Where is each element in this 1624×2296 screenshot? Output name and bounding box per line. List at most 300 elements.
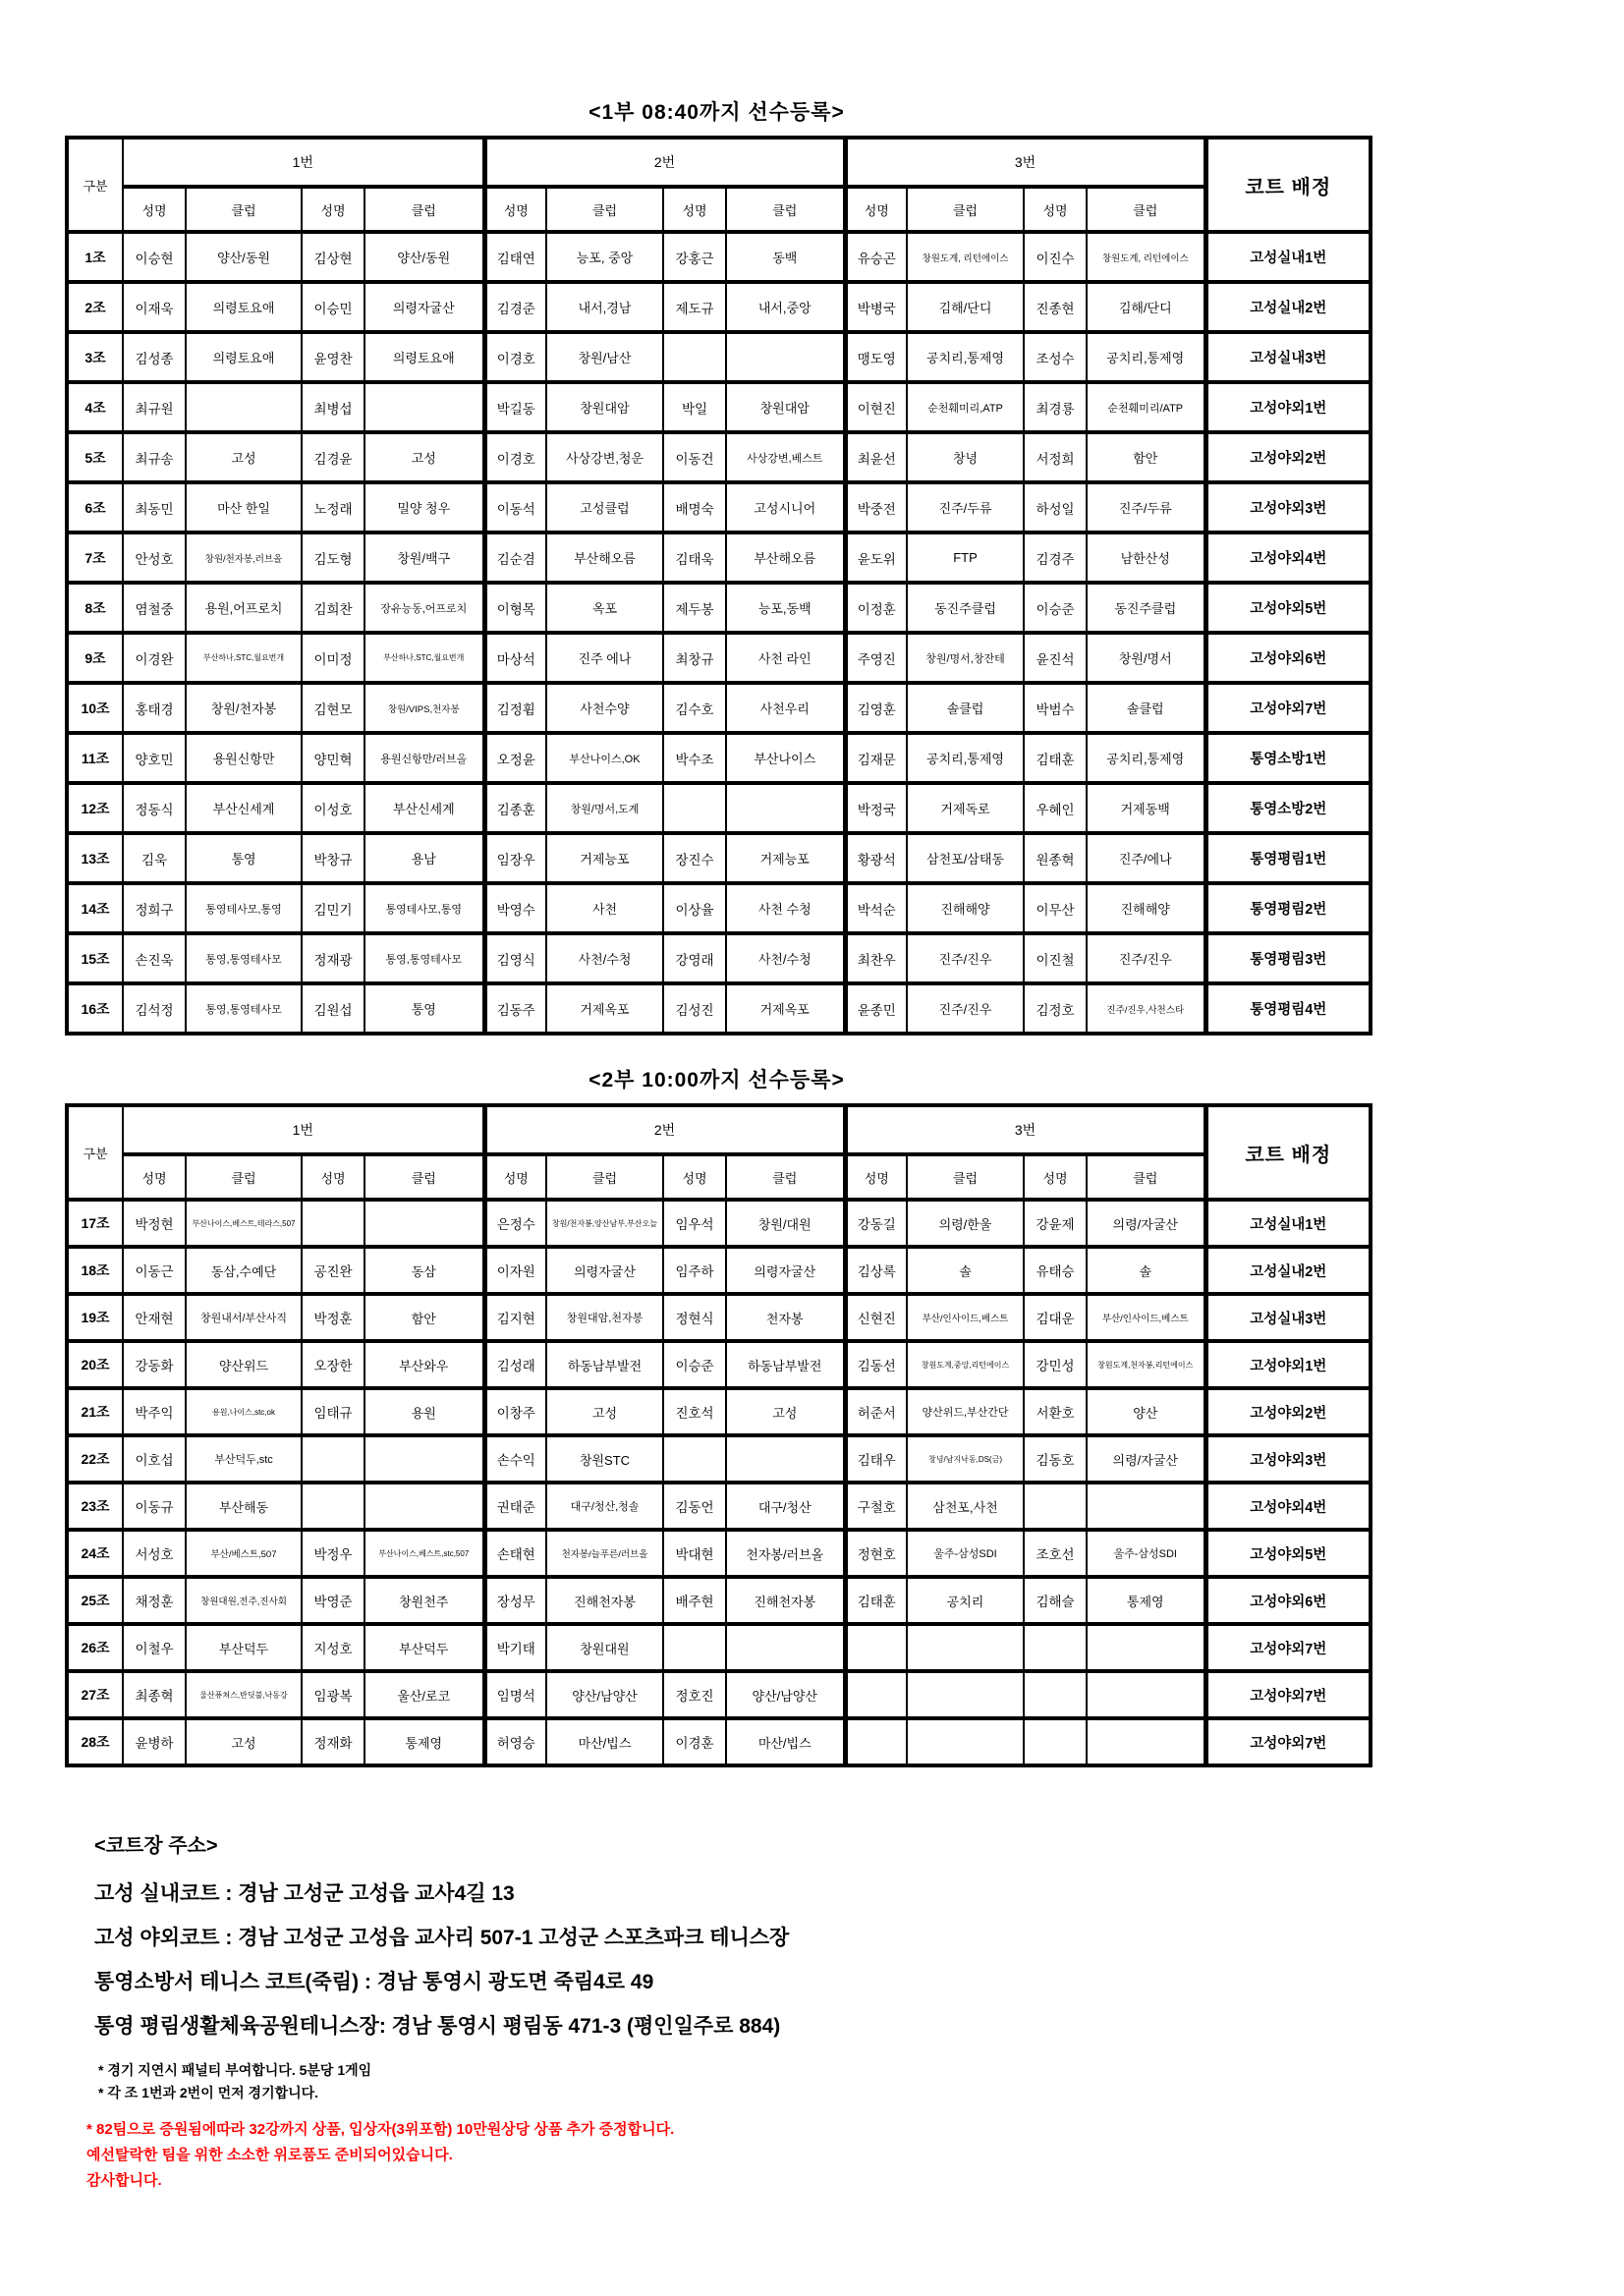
player-name-cell: 장진수: [663, 833, 726, 883]
player-name-cell: [1024, 1624, 1087, 1671]
player-name-cell: 이진수: [1024, 232, 1087, 282]
player-name-cell: 임우석: [663, 1200, 726, 1247]
player-name-cell: 박정국: [845, 783, 907, 833]
player-name-cell: 최규원: [123, 382, 186, 432]
club-cell: 내서,경남: [546, 282, 663, 332]
club-cell: 삼천포/삼태동: [907, 833, 1024, 883]
club-cell: 사천: [546, 883, 663, 933]
player-name-cell: 김희찬: [302, 583, 364, 633]
player-name-cell: 정현호: [845, 1530, 907, 1577]
subheader-club: 클럽: [546, 187, 663, 232]
subheader-name: 성명: [1024, 1154, 1087, 1200]
player-name-cell: 박수조: [663, 733, 726, 783]
court-assignment-cell: 고성야외6번: [1205, 1577, 1371, 1624]
group-cell: 23조: [67, 1483, 123, 1530]
club-cell: 진주/두류: [1087, 482, 1205, 532]
player-name-cell: 은정수: [484, 1200, 546, 1247]
group-cell: 22조: [67, 1435, 123, 1483]
club-cell: [1087, 1718, 1205, 1765]
player-name-cell: [302, 1435, 364, 1483]
player-name-cell: 이호섭: [123, 1435, 186, 1483]
club-cell: 창원도계, 리턴에이스: [1087, 232, 1205, 282]
player-name-cell: 정재화: [302, 1718, 364, 1765]
column-header-court: 코트 배정: [1205, 1105, 1371, 1200]
table2-title: <2부 10:00까지 선수등록>: [588, 1069, 845, 1092]
club-cell: 창원/명서,창잔테: [907, 633, 1024, 683]
player-name-cell: 이동규: [123, 1483, 186, 1530]
table-row: [67, 933, 1371, 983]
player-name-cell: 정동식: [123, 783, 186, 833]
club-cell: 고성: [186, 1718, 302, 1765]
player-name-cell: 박기태: [484, 1624, 546, 1671]
table-row: [67, 482, 1371, 532]
court-assignment-cell: 통영평림3번: [1205, 933, 1371, 983]
club-cell: 양산/남양산: [726, 1671, 845, 1718]
player-name-cell: 김태욱: [663, 532, 726, 583]
group-cell: 25조: [67, 1577, 123, 1624]
group-cell: 7조: [67, 532, 123, 583]
player-name-cell: 최경룡: [1024, 382, 1087, 432]
column-header-group: 구분: [67, 1105, 123, 1200]
club-cell: 진주/진우: [907, 933, 1024, 983]
subheader-name: 성명: [302, 1154, 364, 1200]
player-name-cell: 강영래: [663, 933, 726, 983]
player-name-cell: 강홍근: [663, 232, 726, 282]
club-cell: 거제독로: [907, 783, 1024, 833]
player-name-cell: 김성진: [663, 983, 726, 1034]
player-name-cell: 김대운: [1024, 1294, 1087, 1341]
player-name-cell: 최규송: [123, 432, 186, 482]
court-assignment-cell: 고성실내1번: [1205, 232, 1371, 282]
club-cell: 진해천자봉: [546, 1577, 663, 1624]
club-cell: 부산/인사이드,베스트: [1087, 1294, 1205, 1341]
player-name-cell: 이무산: [1024, 883, 1087, 933]
court-assignment-cell: 고성실내2번: [1205, 1247, 1371, 1294]
player-name-cell: 이경완: [123, 633, 186, 683]
session1-block: [65, 96, 1369, 1036]
club-cell: 통제영: [364, 1718, 484, 1765]
club-cell: 양산/동원: [364, 232, 484, 282]
player-name-cell: 박정현: [123, 1200, 186, 1247]
club-cell: [907, 1624, 1024, 1671]
player-name-cell: 제도규: [663, 282, 726, 332]
club-cell: 창원/명서: [1087, 633, 1205, 683]
club-cell: 함안: [364, 1294, 484, 1341]
player-name-cell: 오장한: [302, 1341, 364, 1388]
table1-roster: [65, 136, 1372, 1036]
player-name-cell: 강동길: [845, 1200, 907, 1247]
player-name-cell: [845, 1671, 907, 1718]
column-header-pair1: 1번: [123, 138, 484, 187]
club-cell: 진주/두류: [907, 482, 1024, 532]
club-cell: FTP: [907, 532, 1024, 583]
subheader-name: 성명: [484, 1154, 546, 1200]
player-name-cell: 이철우: [123, 1624, 186, 1671]
player-name-cell: 홍태경: [123, 683, 186, 733]
rules-notes: [98, 2059, 371, 2104]
player-name-cell: 정호진: [663, 1671, 726, 1718]
club-cell: 진주/진우: [907, 983, 1024, 1034]
club-cell: [364, 1435, 484, 1483]
player-name-cell: 이자원: [484, 1247, 546, 1294]
group-cell: 6조: [67, 482, 123, 532]
club-cell: 양산위드,부산간단: [907, 1388, 1024, 1435]
player-name-cell: 김원섭: [302, 983, 364, 1034]
prize-notice: [86, 2117, 674, 2194]
club-cell: 진해해양: [1087, 883, 1205, 933]
player-name-cell: 김욱: [123, 833, 186, 883]
club-cell: 창원/천자봉,러브올: [186, 532, 302, 583]
court-assignment-cell: 고성야외2번: [1205, 1388, 1371, 1435]
group-cell: 19조: [67, 1294, 123, 1341]
club-cell: [726, 1624, 845, 1671]
player-name-cell: [663, 1435, 726, 1483]
club-cell: 울산퓨쳐스,반딧불,낙동강: [186, 1671, 302, 1718]
player-name-cell: 김민기: [302, 883, 364, 933]
club-cell: 통영: [364, 983, 484, 1034]
club-cell: 하동남부발전: [726, 1341, 845, 1388]
court-assignment-cell: 통영소방2번: [1205, 783, 1371, 833]
player-name-cell: 박일: [663, 382, 726, 432]
player-name-cell: 이동건: [663, 432, 726, 482]
club-cell: 진주/진우,사천스타: [1087, 983, 1205, 1034]
club-cell: 의령자굴산: [726, 1247, 845, 1294]
player-name-cell: 구철호: [845, 1483, 907, 1530]
club-cell: 통영,통영테사모: [186, 933, 302, 983]
player-name-cell: 이경호: [484, 432, 546, 482]
club-cell: 통영,통영테사모: [364, 933, 484, 983]
club-cell: 진해해양: [907, 883, 1024, 933]
player-name-cell: 윤진석: [1024, 633, 1087, 683]
club-cell: 부산하나,STC,월요번개: [186, 633, 302, 683]
club-cell: 사천/수청: [546, 933, 663, 983]
player-name-cell: 이현진: [845, 382, 907, 432]
player-name-cell: 김수호: [663, 683, 726, 733]
club-cell: [364, 1200, 484, 1247]
club-cell: 순천훼미리,ATP: [907, 382, 1024, 432]
player-name-cell: 임명석: [484, 1671, 546, 1718]
club-cell: 순천훼미리/ATP: [1087, 382, 1205, 432]
club-cell: 거제능포: [726, 833, 845, 883]
table-row: [67, 232, 1371, 282]
subheader-name: 성명: [1024, 187, 1087, 232]
player-name-cell: 이형목: [484, 583, 546, 633]
table-row: [67, 282, 1371, 332]
club-cell: 사상강변,베스트: [726, 432, 845, 482]
court-assignment-cell: 통영평림1번: [1205, 833, 1371, 883]
subheader-club: 클럽: [1087, 187, 1205, 232]
subheader-name: 성명: [123, 1154, 186, 1200]
group-cell: 1조: [67, 232, 123, 282]
player-name-cell: 채정훈: [123, 1577, 186, 1624]
player-name-cell: 서환호: [1024, 1388, 1087, 1435]
table-row: [67, 1294, 1371, 1341]
group-cell: 15조: [67, 933, 123, 983]
subheader-name: 성명: [845, 1154, 907, 1200]
court-assignment-cell: 고성야외1번: [1205, 1341, 1371, 1388]
table-row: [67, 583, 1371, 633]
player-name-cell: [663, 783, 726, 833]
player-name-cell: 김지현: [484, 1294, 546, 1341]
player-name-cell: 주영진: [845, 633, 907, 683]
player-name-cell: 박대현: [663, 1530, 726, 1577]
subheader-name: 성명: [845, 187, 907, 232]
player-name-cell: 지성호: [302, 1624, 364, 1671]
player-name-cell: 공진완: [302, 1247, 364, 1294]
player-name-cell: 배명숙: [663, 482, 726, 532]
club-cell: 의령자굴산: [364, 282, 484, 332]
subheader-name: 성명: [663, 1154, 726, 1200]
club-cell: 울주-삼성SDI: [907, 1530, 1024, 1577]
group-cell: 11조: [67, 733, 123, 783]
notice-line: 예선탈락한 팀을 위한 소소한 위로품도 준비되어있습니다.: [86, 2147, 453, 2163]
club-cell: 창원/대원: [726, 1200, 845, 1247]
table-row: [67, 532, 1371, 583]
player-name-cell: 조호선: [1024, 1530, 1087, 1577]
notice-line: 감사합니다.: [86, 2172, 162, 2189]
club-cell: 부산신세계: [364, 783, 484, 833]
player-name-cell: 윤병하: [123, 1718, 186, 1765]
player-name-cell: 제두봉: [663, 583, 726, 633]
player-name-cell: 안성호: [123, 532, 186, 583]
player-name-cell: 유태승: [1024, 1247, 1087, 1294]
player-name-cell: 하성일: [1024, 482, 1087, 532]
session2-block: [65, 1064, 1369, 1767]
table-row: [67, 1200, 1371, 1247]
player-name-cell: 박주익: [123, 1388, 186, 1435]
table-row: [67, 783, 1371, 833]
player-name-cell: [1024, 1718, 1087, 1765]
club-cell: 부산나이스,베스트,테라스,507: [186, 1200, 302, 1247]
group-cell: 2조: [67, 282, 123, 332]
club-cell: 부산해동: [186, 1483, 302, 1530]
club-cell: 용원,나이스,stc,ok: [186, 1388, 302, 1435]
table-row: [67, 382, 1371, 432]
player-name-cell: 정재광: [302, 933, 364, 983]
address-title: <코트장 주소>: [94, 1835, 218, 1857]
player-name-cell: 허준서: [845, 1388, 907, 1435]
club-cell: 양산: [1087, 1388, 1205, 1435]
club-cell: 창원/명서,도계: [546, 783, 663, 833]
subheader-club: 클럽: [907, 187, 1024, 232]
club-cell: 솔: [1087, 1247, 1205, 1294]
court-assignment-cell: 고성야외1번: [1205, 382, 1371, 432]
club-cell: 통영테사모,통영: [364, 883, 484, 933]
club-cell: 양산/동원: [186, 232, 302, 282]
player-name-cell: 오정윤: [484, 733, 546, 783]
player-name-cell: 김경윤: [302, 432, 364, 482]
player-name-cell: 최병섭: [302, 382, 364, 432]
address-line: 고성 야외코트 : 경남 고성군 고성읍 교사리 507-1 고성군 스포츠파크 테니스장: [94, 1927, 790, 1949]
club-cell: 동진주클럽: [907, 583, 1024, 633]
player-name-cell: 강동화: [123, 1341, 186, 1388]
player-name-cell: 이승준: [1024, 583, 1087, 633]
player-name-cell: 최종혁: [123, 1671, 186, 1718]
club-cell: 공치리: [907, 1577, 1024, 1624]
player-name-cell: 강민성: [1024, 1341, 1087, 1388]
table-row: [67, 1718, 1371, 1765]
club-cell: 의령/자굴산: [1087, 1200, 1205, 1247]
club-cell: 의령토요애: [186, 332, 302, 382]
player-name-cell: [1024, 1671, 1087, 1718]
club-cell: 부산/인사이드,베스트: [907, 1294, 1024, 1341]
player-name-cell: 김정호: [1024, 983, 1087, 1034]
club-cell: 동삼: [364, 1247, 484, 1294]
player-name-cell: 황광석: [845, 833, 907, 883]
club-cell: 창원/천자봉: [186, 683, 302, 733]
group-cell: 3조: [67, 332, 123, 382]
club-cell: 부산나이스: [726, 733, 845, 783]
club-cell: 통영테사모,통영: [186, 883, 302, 933]
club-cell: 의령자굴산: [546, 1247, 663, 1294]
column-header-pair3: 3번: [845, 138, 1205, 187]
player-name-cell: 안재현: [123, 1294, 186, 1341]
player-name-cell: 김현모: [302, 683, 364, 733]
player-name-cell: [1024, 1483, 1087, 1530]
group-cell: 5조: [67, 432, 123, 482]
club-cell: 사천수양: [546, 683, 663, 733]
club-cell: 통영,통영테사모: [186, 983, 302, 1034]
player-name-cell: 김태우: [845, 1435, 907, 1483]
table-row: [67, 733, 1371, 783]
club-cell: 창원내서/부산사직: [186, 1294, 302, 1341]
player-name-cell: 박영수: [484, 883, 546, 933]
group-cell: 9조: [67, 633, 123, 683]
group-cell: 14조: [67, 883, 123, 933]
club-cell: 능포,동백: [726, 583, 845, 633]
table-row: [67, 332, 1371, 382]
note-line: * 각 조 1번과 2번이 먼저 경기합니다.: [98, 2085, 319, 2100]
club-cell: [1087, 1483, 1205, 1530]
club-cell: 의령/자굴산: [1087, 1435, 1205, 1483]
player-name-cell: 김동언: [663, 1483, 726, 1530]
court-assignment-cell: 고성야외7번: [1205, 1624, 1371, 1671]
club-cell: 능포, 중앙: [546, 232, 663, 282]
player-name-cell: 이재욱: [123, 282, 186, 332]
column-header-pair2: 2번: [484, 1105, 845, 1154]
club-cell: 고성: [726, 1388, 845, 1435]
player-name-cell: 이승현: [123, 232, 186, 282]
group-cell: 28조: [67, 1718, 123, 1765]
player-name-cell: 유승곤: [845, 232, 907, 282]
player-name-cell: 박범수: [1024, 683, 1087, 733]
court-assignment-cell: 고성야외3번: [1205, 1435, 1371, 1483]
club-cell: 진주 에나: [546, 633, 663, 683]
player-name-cell: 이진철: [1024, 933, 1087, 983]
column-header-group: 구분: [67, 138, 123, 232]
player-name-cell: 권태준: [484, 1483, 546, 1530]
club-cell: 공치리,통제영: [1087, 332, 1205, 382]
table-row: [67, 1247, 1371, 1294]
club-cell: 천자봉: [726, 1294, 845, 1341]
club-cell: 창녕/남지낙동,DS(금): [907, 1435, 1024, 1483]
player-name-cell: 김경준: [484, 282, 546, 332]
club-cell: 창원STC: [546, 1435, 663, 1483]
group-cell: 12조: [67, 783, 123, 833]
table1-title: <1부 08:40까지 선수등록>: [588, 101, 845, 124]
club-cell: 용원,어프로치: [186, 583, 302, 633]
player-name-cell: 김동주: [484, 983, 546, 1034]
table-row: [67, 1530, 1371, 1577]
player-name-cell: 박정훈: [302, 1294, 364, 1341]
group-cell: 20조: [67, 1341, 123, 1388]
club-cell: 밀양 청우: [364, 482, 484, 532]
club-cell: 내서,중앙: [726, 282, 845, 332]
player-name-cell: 김동호: [1024, 1435, 1087, 1483]
court-assignment-cell: 고성야외4번: [1205, 1483, 1371, 1530]
address-line: 통영 평림생활체육공원테니스장: 경남 통영시 평림동 471-3 (평인일주로 884): [94, 2015, 781, 2038]
club-cell: 마산/빕스: [726, 1718, 845, 1765]
subheader-club: 클럽: [907, 1154, 1024, 1200]
player-name-cell: 박중전: [845, 482, 907, 532]
club-cell: [1087, 1671, 1205, 1718]
subheader-name: 성명: [663, 187, 726, 232]
court-assignment-cell: 고성야외4번: [1205, 532, 1371, 583]
club-cell: 대구/청산,청솔: [546, 1483, 663, 1530]
group-cell: 8조: [67, 583, 123, 633]
court-assignment-cell: 고성야외7번: [1205, 1718, 1371, 1765]
column-header-pair2: 2번: [484, 138, 845, 187]
group-cell: 16조: [67, 983, 123, 1034]
player-name-cell: 박병국: [845, 282, 907, 332]
club-cell: 고성시니어: [726, 482, 845, 532]
club-cell: 통영: [186, 833, 302, 883]
club-cell: 남한산성: [1087, 532, 1205, 583]
club-cell: 의령토요애: [186, 282, 302, 332]
player-name-cell: 김영훈: [845, 683, 907, 733]
court-assignment-cell: 고성실내3번: [1205, 1294, 1371, 1341]
player-name-cell: 김재문: [845, 733, 907, 783]
player-name-cell: 서정희: [1024, 432, 1087, 482]
club-cell: 고성: [186, 432, 302, 482]
player-name-cell: 이동석: [484, 482, 546, 532]
player-name-cell: 김태연: [484, 232, 546, 282]
club-cell: [907, 1671, 1024, 1718]
player-name-cell: 장성무: [484, 1577, 546, 1624]
court-address-block: [94, 1829, 1529, 2048]
player-name-cell: 서성호: [123, 1530, 186, 1577]
club-cell: 솔클럽: [1087, 683, 1205, 733]
group-cell: 17조: [67, 1200, 123, 1247]
player-name-cell: 박길동: [484, 382, 546, 432]
club-cell: 천자봉/러브올: [726, 1530, 845, 1577]
club-cell: 창원/VIPS,천자봉: [364, 683, 484, 733]
club-cell: 양산위드: [186, 1341, 302, 1388]
club-cell: 창원도계, 리턴에이스: [907, 232, 1024, 282]
player-name-cell: 이경호: [484, 332, 546, 382]
player-name-cell: 배주현: [663, 1577, 726, 1624]
player-name-cell: 김상현: [302, 232, 364, 282]
club-cell: 부산덕두,stc: [186, 1435, 302, 1483]
group-cell: 26조: [67, 1624, 123, 1671]
table-row: [67, 1483, 1371, 1530]
player-name-cell: 김종훈: [484, 783, 546, 833]
club-cell: 창원/천자봉,양산남부,부산오늘: [546, 1200, 663, 1247]
club-cell: 부산나이스,OK: [546, 733, 663, 783]
club-cell: 의령/한울: [907, 1200, 1024, 1247]
address-line: 통영소방서 테니스 코트(죽림) : 경남 통영시 광도면 죽림4로 49: [94, 1971, 654, 1993]
player-name-cell: 임태규: [302, 1388, 364, 1435]
club-cell: 거제옥포: [726, 983, 845, 1034]
court-assignment-cell: 고성야외2번: [1205, 432, 1371, 482]
club-cell: 김해/단디: [907, 282, 1024, 332]
player-name-cell: 최찬우: [845, 933, 907, 983]
player-name-cell: 진종현: [1024, 282, 1087, 332]
club-cell: 부산하나,STC,월요번개: [364, 633, 484, 683]
club-cell: 용원신항만: [186, 733, 302, 783]
player-name-cell: 진호석: [663, 1388, 726, 1435]
player-name-cell: 김석정: [123, 983, 186, 1034]
